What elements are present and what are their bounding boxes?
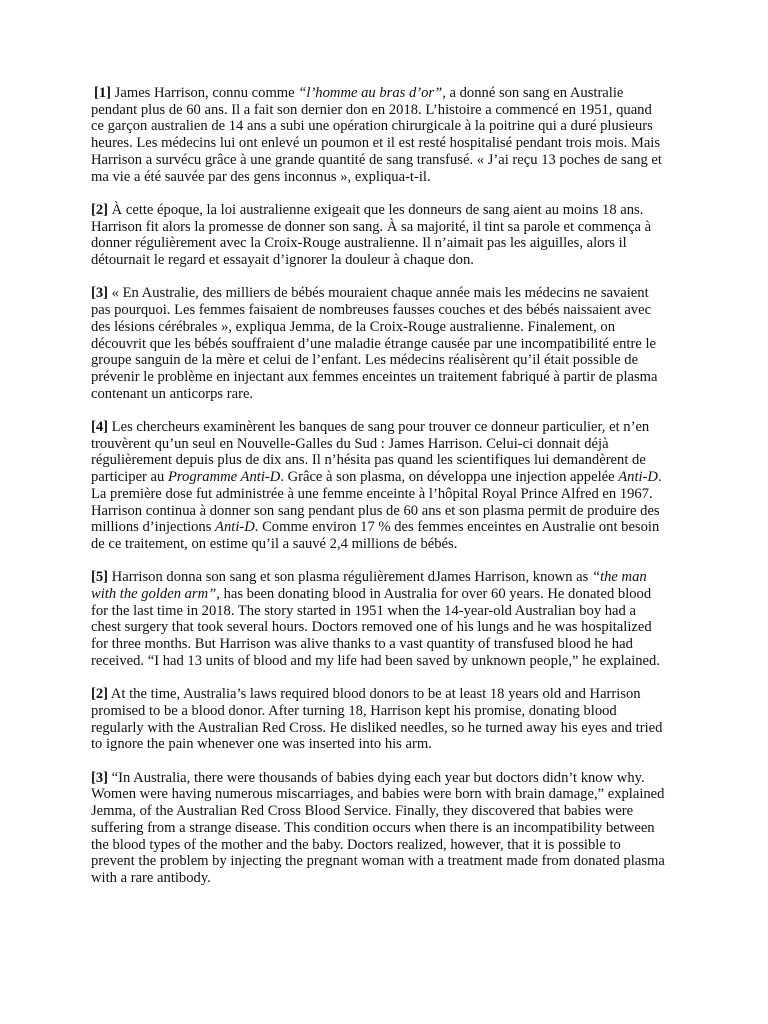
paragraph-text: . Comme environ 17 % des femmes enceintes en Australie ont besoin de ce traitement, on estime qu’il a sauvé 2,4 millions de bébés. (91, 519, 660, 552)
paragraph-3-en (91, 770, 668, 887)
paragraph-text: , a donné son sang en Australie pendant plus de 60 ans. Il a fait son dernier don en 2018. L’histoire a commencé en 1951, quand ce garçon australien de 14 ans a subi une opération chirurgicale à la poitrine qui a duré plusieurs heures. Les médecins lui ont enlevé un poumon et il est resté hospitalisé pendant trois mois. Mais Harrison a survécu grâce à une grande quantité de sang transfusé. « J’ai reçu 13 poches de sang et ma vie a été sauvée par des gens inconnus », expliqua-t-il. (91, 85, 662, 185)
paragraph-number: [2] (91, 686, 109, 703)
paragraph-5-mixed (91, 569, 668, 669)
paragraph-number: [2] (91, 201, 109, 218)
document-body (91, 85, 668, 903)
paragraph-number: [3] (91, 285, 109, 302)
paragraph-number: [3] (91, 769, 109, 786)
injection-name-italic: Anti-D (618, 469, 658, 486)
paragraph-number: [5] (91, 569, 109, 586)
paragraph-number: [1] (94, 85, 112, 101)
paragraph-text: , has been donating blood in Australia for over 60 years. He donated blood for the last time in 2018. The story started in 1951 when the 14-year-old Australian boy had a chest surgery that took several hours. Doctors removed one of his lungs and he was hospitalized for three months. But Harrison was alive thanks to a vast quantity of transfused blood he had received. “I had 13 units of blood and my life had been saved by unknown people,” he explained. (91, 586, 660, 669)
paragraph-number: [4] (91, 419, 109, 436)
paragraph-3-fr (91, 285, 668, 402)
nickname-italic: “the man with the golden arm” (91, 569, 647, 603)
paragraph-text: James Harrison, connu comme (111, 85, 299, 101)
paragraph-text: . Grâce à son plasma, on développa une injection appelée (280, 469, 619, 486)
paragraph-text: Les chercheurs examinèrent les banques de sang pour trouver ce donneur particulier, et n’en trouvèrent qu’un seul en Nouvelle-Galles du Sud : James Harrison. Celui-ci donnait déjà régulièrement depuis plus de dix ans. Il n’hésita pas quand les scientifiques lui demandèrent de participer au (91, 419, 650, 486)
paragraph-text: « En Australie, des milliers de bébés mouraient chaque année mais les médecins ne savaient pas pourquoi. Les femmes faisaient de nombreuses fausses couches et des bébés naissaient avec des lésions cérébrales », expliqua Jemma, de la Croix-Rouge australienne. Finalement, on découvrit que les bébés souffraient d’une maladie étrange causée par une incompatibilité entre le groupe sanguin de la mère et celui de l’enfant. Les médecins réalisèrent qu’il était possible de prévenir le problème en injectant aux femmes enceintes un traitement fabriqué à partir de plasma contenant un anticorps rare. (91, 285, 658, 402)
paragraph-1-fr (91, 85, 668, 185)
paragraph-4-fr (91, 419, 668, 553)
paragraph-text: À cette époque, la loi australienne exigeait que les donneurs de sang aient au moins 18 ans. Harrison fit alors la promesse de donner son sang. À sa majorité, il tint sa parole et commença à donner régulièrement avec la Croix-Rouge australienne. Il n’aimait pas les aiguilles, alors il détournait le regard et essayait d’ignorer la douleur à chaque don. (91, 201, 652, 269)
paragraph-text: Harrison donna son sang et son plasma régulièrement dJames Harrison, known as (108, 569, 592, 586)
paragraph-2-fr (91, 202, 668, 269)
nickname-italic: “l’homme au bras d’or” (298, 85, 443, 101)
paragraph-text: “In Australia, there were thousands of babies dying each year but doctors didn’t know why. Women were having numerous miscarriages, and babies were born with brain damage,” explained Jemma, of the Australian Red Cross Blood Service. Finally, they discovered that babies were suffering from a strange disease. This condition occurs when there is an incompatibility between the blood types of the mother and the baby. Doctors realized, however, that it is possible to prevent the problem by injecting the pregnant woman with a treatment made from donated plasma with a rare antibody. (91, 769, 665, 886)
paragraph-2-en (91, 686, 668, 753)
injection-name-italic: Anti-D (215, 519, 255, 536)
paragraph-text: . La première dose fut administrée à une femme enceinte à l’hôpital Royal Prince Alfred en 1967. Harrison continua à donner son sang pendant plus de 60 ans et son plasma permit de produire des millions d’injections (91, 469, 662, 536)
paragraph-text: At the time, Australia’s laws required blood donors to be at least 18 years old and Harrison promised to be a blood donor. After turning 18, Harrison kept his promise, donating blood regularly with the Australian Red Cross. He disliked needles, so he turned away his eyes and tried to ignore the pain whenever one was inserted into his arm. (91, 686, 663, 753)
program-name-italic: Programme Anti-D (167, 469, 281, 486)
